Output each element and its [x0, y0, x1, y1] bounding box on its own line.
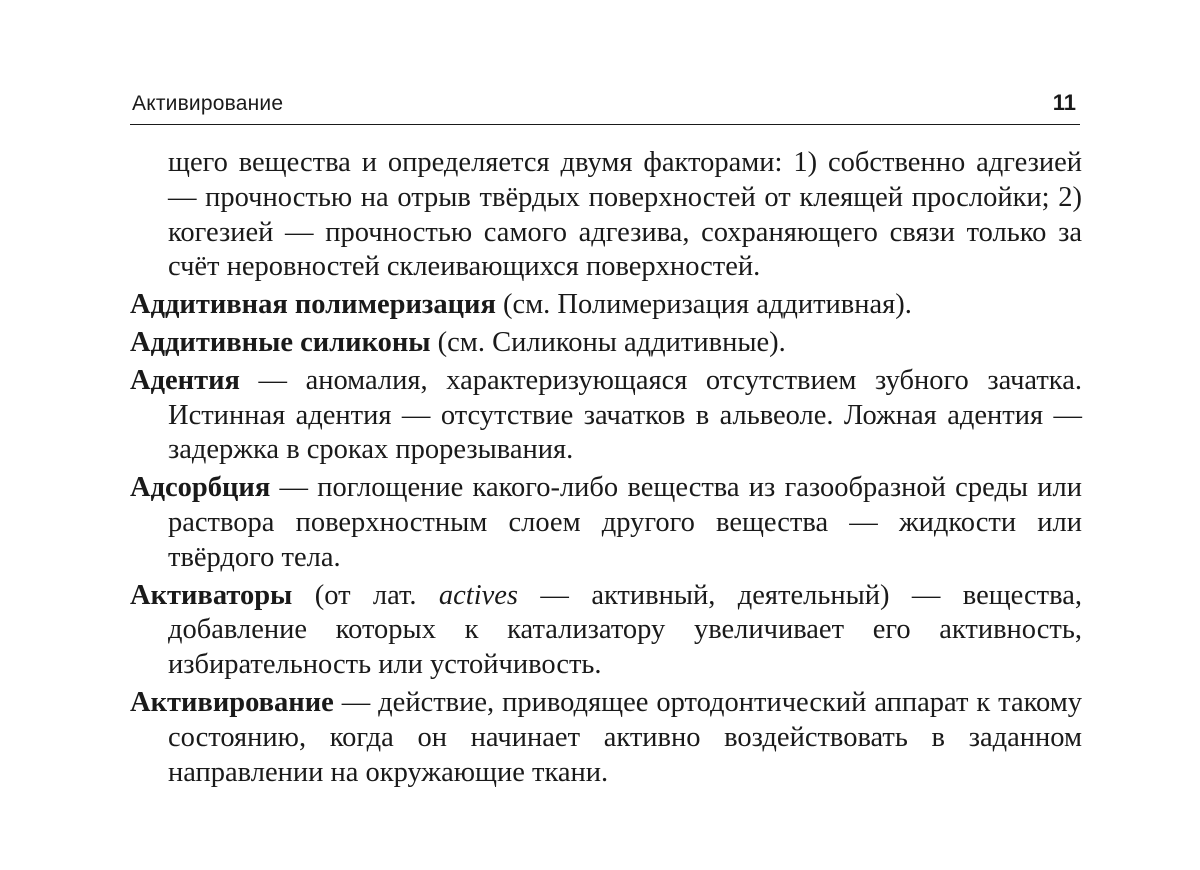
entry-definition-before: (от лат.: [292, 579, 439, 611]
entry-term: Адсорбция: [130, 472, 271, 504]
entry-activation: [130, 686, 1082, 790]
dictionary-body: [130, 146, 1082, 790]
page-number: 11: [1052, 90, 1076, 115]
entry-definition: — действие, приводящее ортодонтический аппарат к такому состоянию, когда он начинает активно воздействовать в заданном направлении на окружающие ткани.: [168, 686, 1082, 788]
entry-definition: (см. Силиконы аддитивные).: [430, 326, 786, 358]
continued-entry-text: щего вещества и определяется двумя факторами: 1) собственно адгезией — прочностью на отрыв твёрдых поверхностей от клеящей прослойки; 2) когезией — прочностью самого адгезива, сохраняющего связи только за счёт неровностей склеивающихся поверхностей.: [168, 147, 1082, 283]
entry-activators: [130, 579, 1082, 683]
entry-term: Активаторы: [130, 579, 293, 611]
entry-adsorption: [130, 471, 1082, 575]
entry-definition: (см. Полимеризация аддитивная).: [495, 289, 912, 321]
entry-term: Активирование: [130, 686, 334, 718]
running-header: [130, 88, 1080, 125]
entry-definition: — поглощение какого-либо вещества из газообразной среды или раствора поверхностным слоем другого вещества — жидкости или твёрдого тела.: [168, 472, 1082, 573]
entry-additive-polymerization: [130, 288, 1082, 323]
entry-definition-after: — активный, деятельный) — вещества, добавление которых к катализатору увеличивает его активность, избирательность или устойчивость.: [168, 579, 1082, 681]
entry-term: Адентия: [130, 364, 240, 396]
header-title: Активирование: [132, 92, 284, 115]
entry-additive-silicones: [130, 326, 1082, 361]
entry-term: Аддитивные силиконы: [130, 326, 431, 358]
entry-adentia: [130, 364, 1082, 468]
entry-definition: — аномалия, характеризующаяся отсутствием зубного зачатка. Истинная адентия — отсутствие зачатков в альвеоле. Ложная адентия — задержка в сроках прорезывания.: [168, 364, 1082, 466]
entry-term: Аддитивная полимеризация: [130, 289, 496, 321]
latin-term: actives: [438, 579, 519, 611]
